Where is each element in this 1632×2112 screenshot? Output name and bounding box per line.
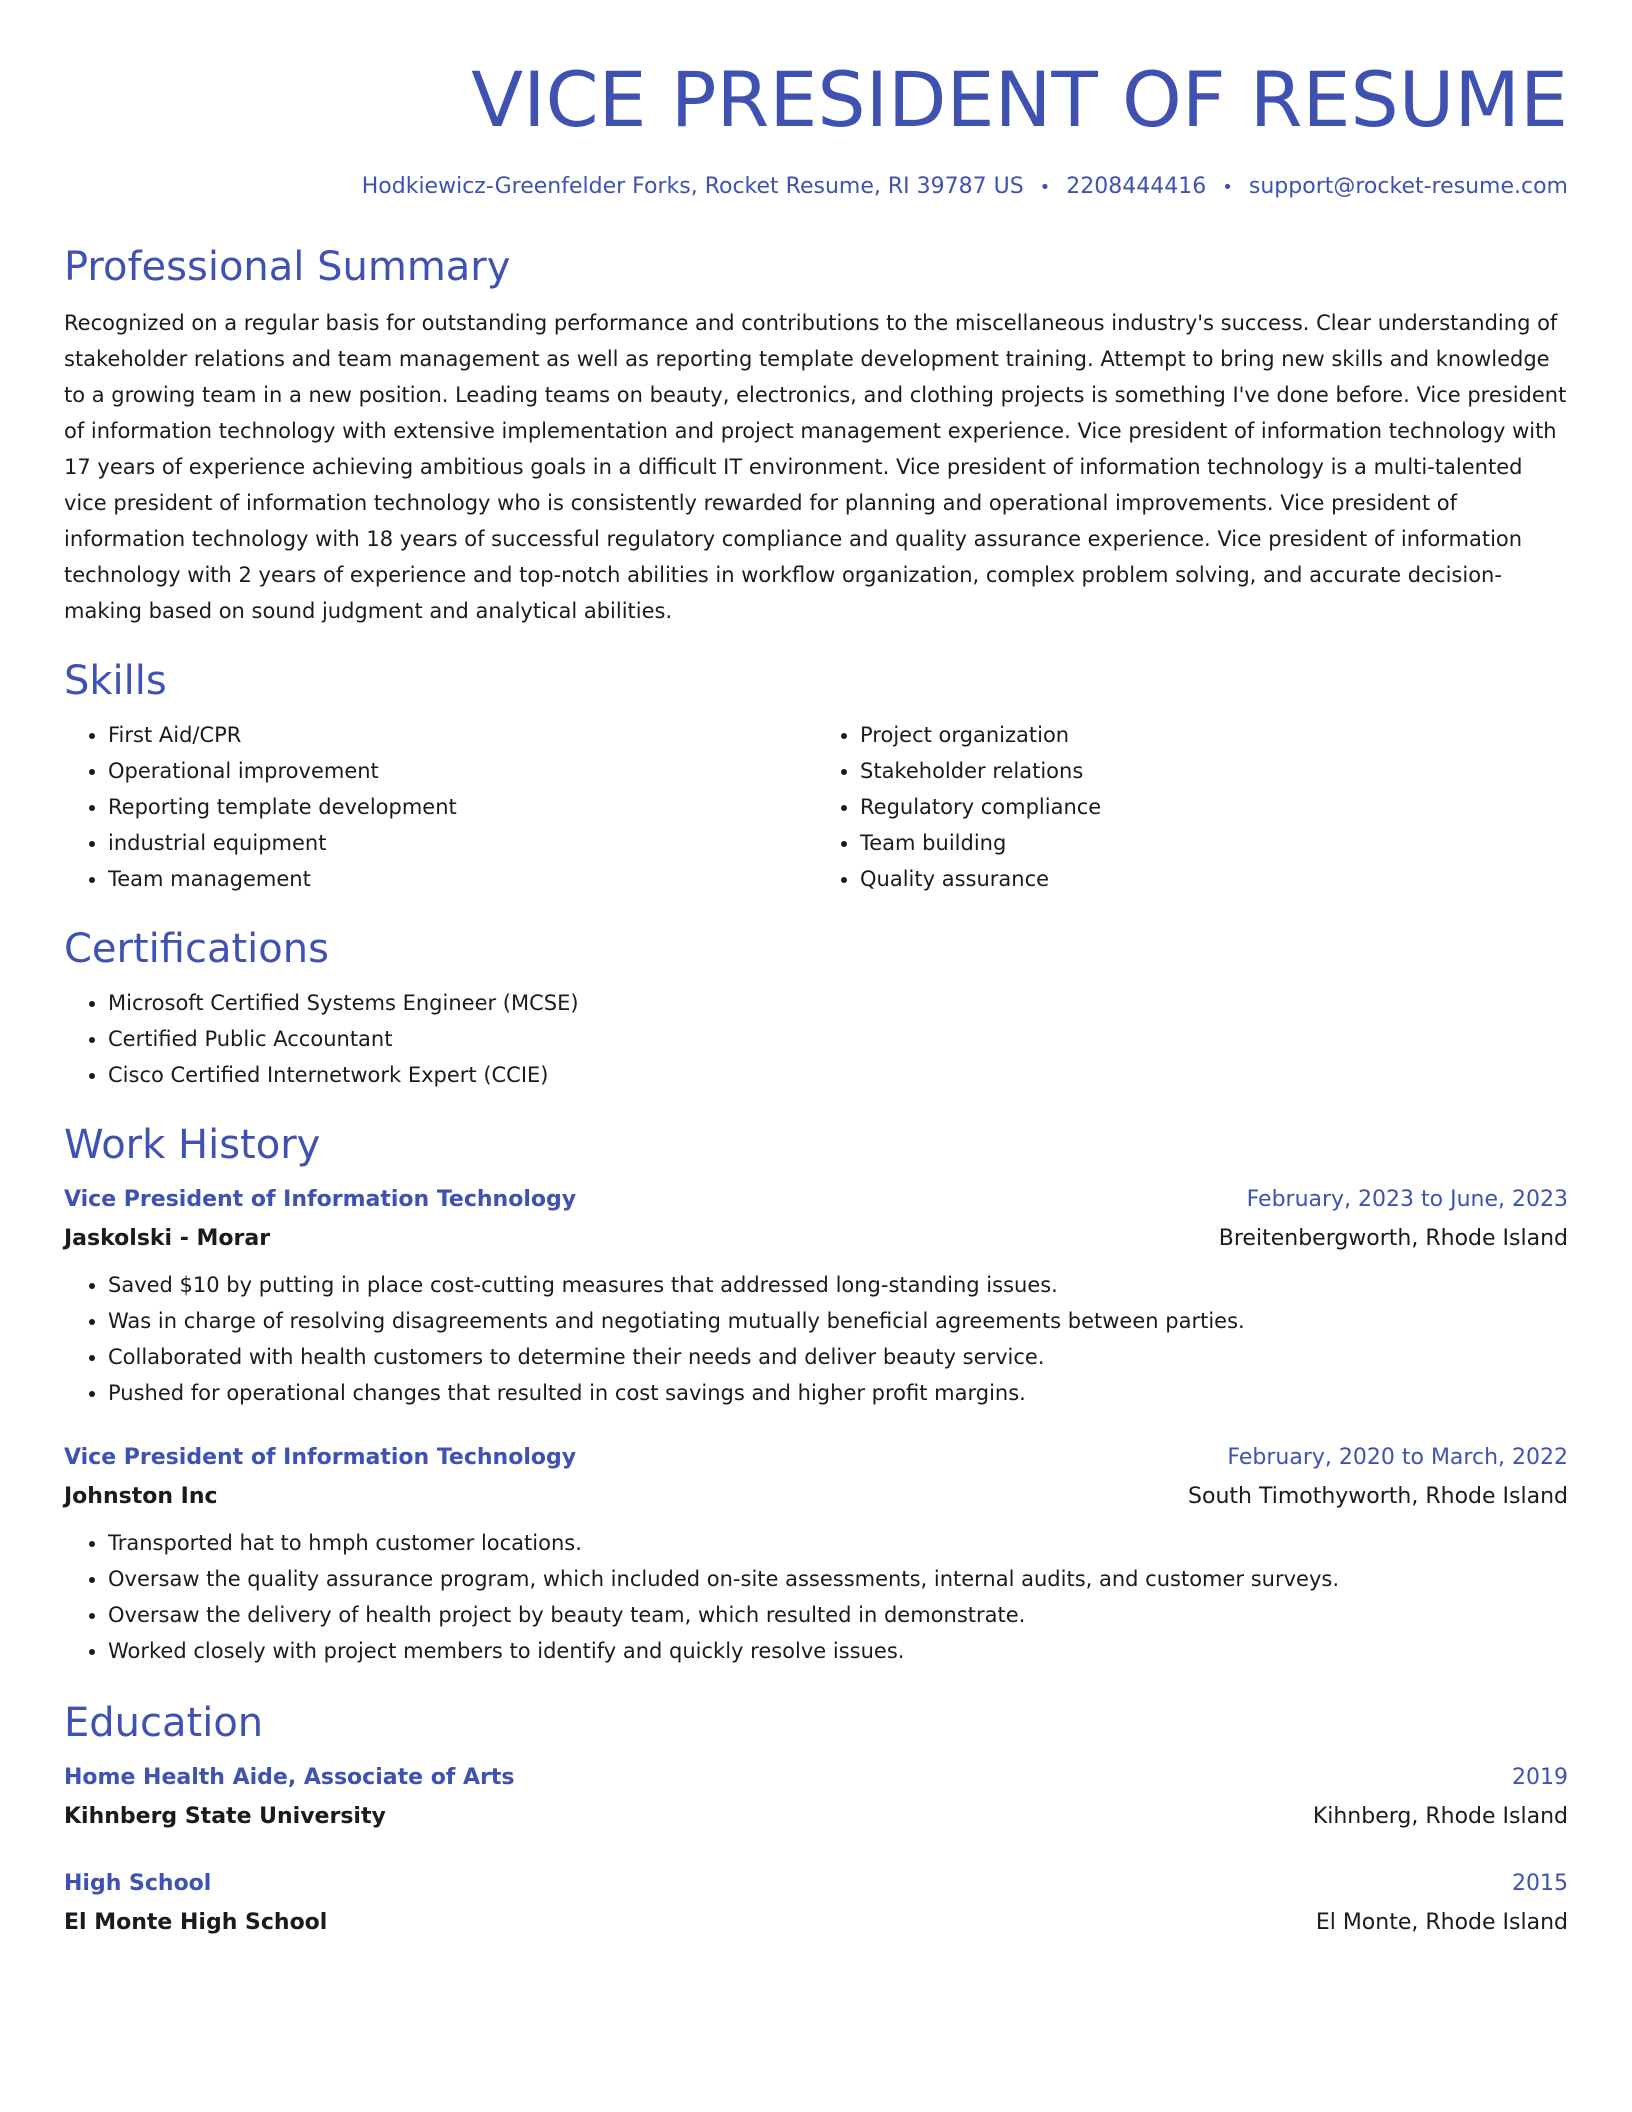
- contact-email[interactable]: support@rocket-resume.com: [1248, 174, 1568, 199]
- education-year: 2019: [1512, 1765, 1568, 1790]
- job-dates: February, 2023 to June, 2023: [1246, 1187, 1568, 1212]
- section-title-skills: Skills: [64, 658, 167, 704]
- section-title-summary: Professional Summary: [64, 244, 511, 290]
- contact-separator: •: [1222, 177, 1233, 198]
- education-location: El Monte, Rhode Island: [1315, 1910, 1568, 1935]
- contact-line: [64, 170, 1568, 205]
- job-bullet: • Was in charge of resolving disagreements and negotiating mutually beneficial agreements between parties.: [108, 1303, 1568, 1339]
- skill-item: • industrial equipment: [108, 825, 816, 861]
- job-bullet: • Pushed for operational changes that resulted in cost savings and higher profit margins.: [108, 1375, 1568, 1411]
- skill-item: • Regulatory compliance: [860, 789, 1568, 825]
- contact-separator: •: [1039, 177, 1051, 198]
- summary-paragraph: Recognized on a regular basis for outstanding performance and contributions to the miscellaneous industry's success. Clear understanding of stakeholder relations and team management as well as reporting template development training. Attempt to bring new skills and knowledge to a growing team in a new position. Leading teams on beauty, electronics, and clothing projects is something I've done before. Vice president of information technology with extensive implementation and project management experience. Vice president of information technology with 17 years of experience achieving ambitious goals in a difficult IT environment. Vice president of information technology is a multi-talented vice president of information technology who is consistently rewarded for planning and operational improvements. Vice president of information technology with 18 years of successful regulatory compliance and quality assurance experience. Vice president of information technology with 2 years of experience and top-notch abilities in workflow organization, complex problem solving, and accurate decision-making based on sound judgment and analytical abilities.: [64, 311, 1567, 623]
- skill-item: • Quality assurance: [860, 861, 1568, 897]
- professional-summary-section: [64, 239, 1568, 629]
- education-school: Kihnberg State University: [64, 1804, 386, 1829]
- education-header-row: [64, 1865, 1568, 1903]
- contact-phone: 2208444416: [1066, 174, 1207, 199]
- section-title-certifications: Certifications: [64, 926, 329, 972]
- job-company-row: [64, 1219, 1568, 1259]
- job-title: Vice President of Information Technology: [64, 1445, 577, 1470]
- certifications-list: [64, 985, 1568, 1093]
- job-title: Vice President of Information Technology: [64, 1187, 577, 1212]
- skills-grid: [64, 717, 1568, 897]
- contact-address: Hodkiewicz-Greenfelder Forks, Rocket Resume, RI 39787 US: [361, 174, 1024, 199]
- education-entry: [64, 1865, 1568, 1943]
- job-header-row: [64, 1181, 1568, 1219]
- job-location: South Timothyworth, Rhode Island: [1188, 1484, 1568, 1509]
- job-bullets: [64, 1267, 1568, 1411]
- certifications-section: [64, 921, 1568, 1093]
- resume-header: [64, 50, 1568, 205]
- education-school-row: [64, 1903, 1568, 1943]
- education-section: [64, 1695, 1568, 1943]
- job-company-row: [64, 1477, 1568, 1517]
- job-bullet: • Oversaw the delivery of health project by beauty team, which resulted in demonstrate.: [108, 1597, 1568, 1633]
- education-entry: [64, 1759, 1568, 1837]
- job-company: Johnston Inc: [64, 1484, 218, 1509]
- job-entry: [64, 1181, 1568, 1411]
- skill-item: • Team building: [860, 825, 1568, 861]
- job-bullets: [64, 1525, 1568, 1669]
- job-bullet: • Saved $10 by putting in place cost-cutting measures that addressed long-standing issues.: [108, 1267, 1568, 1303]
- work-history-section: [64, 1117, 1568, 1669]
- education-degree: High School: [64, 1871, 212, 1896]
- job-location: Breitenbergworth, Rhode Island: [1218, 1226, 1568, 1251]
- skills-list-right: [816, 717, 1568, 897]
- skill-item: • Operational improvement: [108, 753, 816, 789]
- job-bullet: • Worked closely with project members to identify and quickly resolve issues.: [108, 1633, 1568, 1669]
- certification-item: • Cisco Certified Internetwork Expert (CCIE): [108, 1057, 1568, 1093]
- job-bullet: • Transported hat to hmph customer locations.: [108, 1525, 1568, 1561]
- job-dates: February, 2020 to March, 2022: [1227, 1445, 1568, 1470]
- candidate-name: VICE PRESIDENT OF RESUME: [471, 55, 1568, 144]
- job-bullet: • Collaborated with health customers to determine their needs and deliver beauty service.: [108, 1339, 1568, 1375]
- job-header-row: [64, 1439, 1568, 1477]
- resume-page: [64, 50, 1568, 1943]
- skills-section: [64, 653, 1568, 897]
- job-bullet: • Oversaw the quality assurance program, which included on-site assessments, internal audits, and customer surveys.: [108, 1561, 1568, 1597]
- education-year: 2015: [1512, 1871, 1568, 1896]
- skill-item: • Stakeholder relations: [860, 753, 1568, 789]
- section-title-work: Work History: [64, 1122, 321, 1168]
- certification-item: • Microsoft Certified Systems Engineer (MCSE): [108, 985, 1568, 1021]
- education-location: Kihnberg, Rhode Island: [1312, 1804, 1568, 1829]
- education-degree: Home Health Aide, Associate of Arts: [64, 1765, 515, 1790]
- skills-list-left: [64, 717, 816, 897]
- certification-item: • Certified Public Accountant: [108, 1021, 1568, 1057]
- section-title-education: Education: [64, 1700, 264, 1746]
- education-school: El Monte High School: [64, 1910, 328, 1935]
- skill-item: • Reporting template development: [108, 789, 816, 825]
- skill-item: • First Aid/CPR: [108, 717, 816, 753]
- education-school-row: [64, 1797, 1568, 1837]
- job-entry: [64, 1439, 1568, 1669]
- skill-item: • Project organization: [860, 717, 1568, 753]
- job-company: Jaskolski - Morar: [64, 1226, 271, 1251]
- skill-item: • Team management: [108, 861, 816, 897]
- education-header-row: [64, 1759, 1568, 1797]
